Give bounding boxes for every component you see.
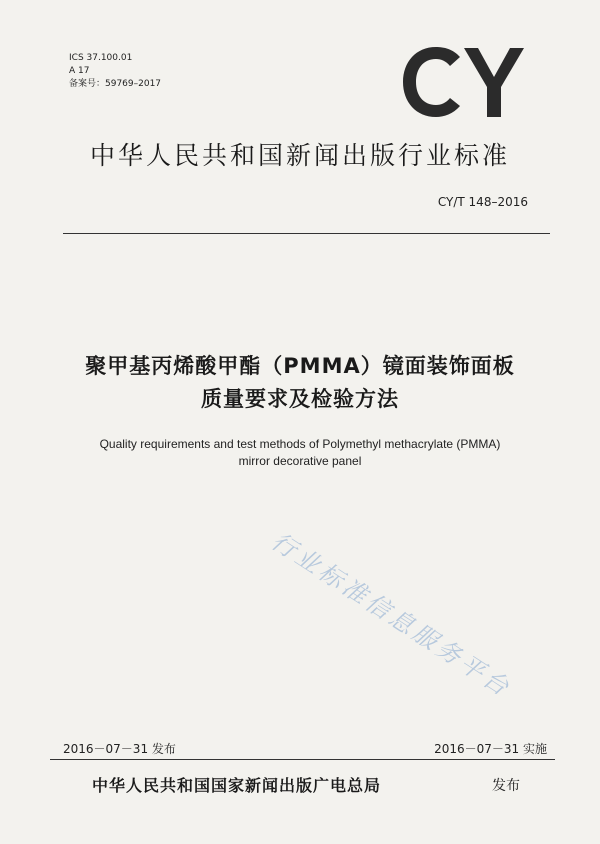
issue-date: 2016－07－31 发布 [63, 742, 176, 756]
publish-label: 发布 [492, 778, 520, 794]
standard-number: CY/T 148–2016 [437, 195, 528, 209]
cy-logo-graphic [398, 45, 528, 119]
implementation-date: 2016－07－31 实施 [434, 742, 547, 756]
document-title-en-line-2: mirror decorative panel [238, 454, 362, 468]
document-title-english [0, 436, 600, 470]
org-title: 中华人民共和国新闻出版行业标准 [89, 141, 510, 170]
footer-divider [50, 759, 555, 760]
classification-block [69, 52, 161, 91]
document-title-line-2: 质量要求及检验方法 [201, 387, 399, 411]
document-title-en-line-1: Quality requirements and test methods of Polymethyl methacrylate (PMMA) [99, 437, 501, 451]
ics-code: ICS 37.100.01 [69, 53, 133, 63]
cy-logo [398, 45, 528, 119]
class-code: A 17 [69, 66, 90, 76]
header-divider [63, 233, 550, 234]
document-title [0, 350, 600, 416]
issuing-authority: 中华人民共和国国家新闻出版广电总局 [92, 776, 382, 795]
watermark-stamp: 行业标准信息服务平台 [266, 527, 517, 704]
document-title-line-1: 聚甲基丙烯酸甲酯（PMMA）镜面装饰面板 [85, 354, 515, 378]
record-number: 备案号：59769–2017 [69, 79, 162, 89]
